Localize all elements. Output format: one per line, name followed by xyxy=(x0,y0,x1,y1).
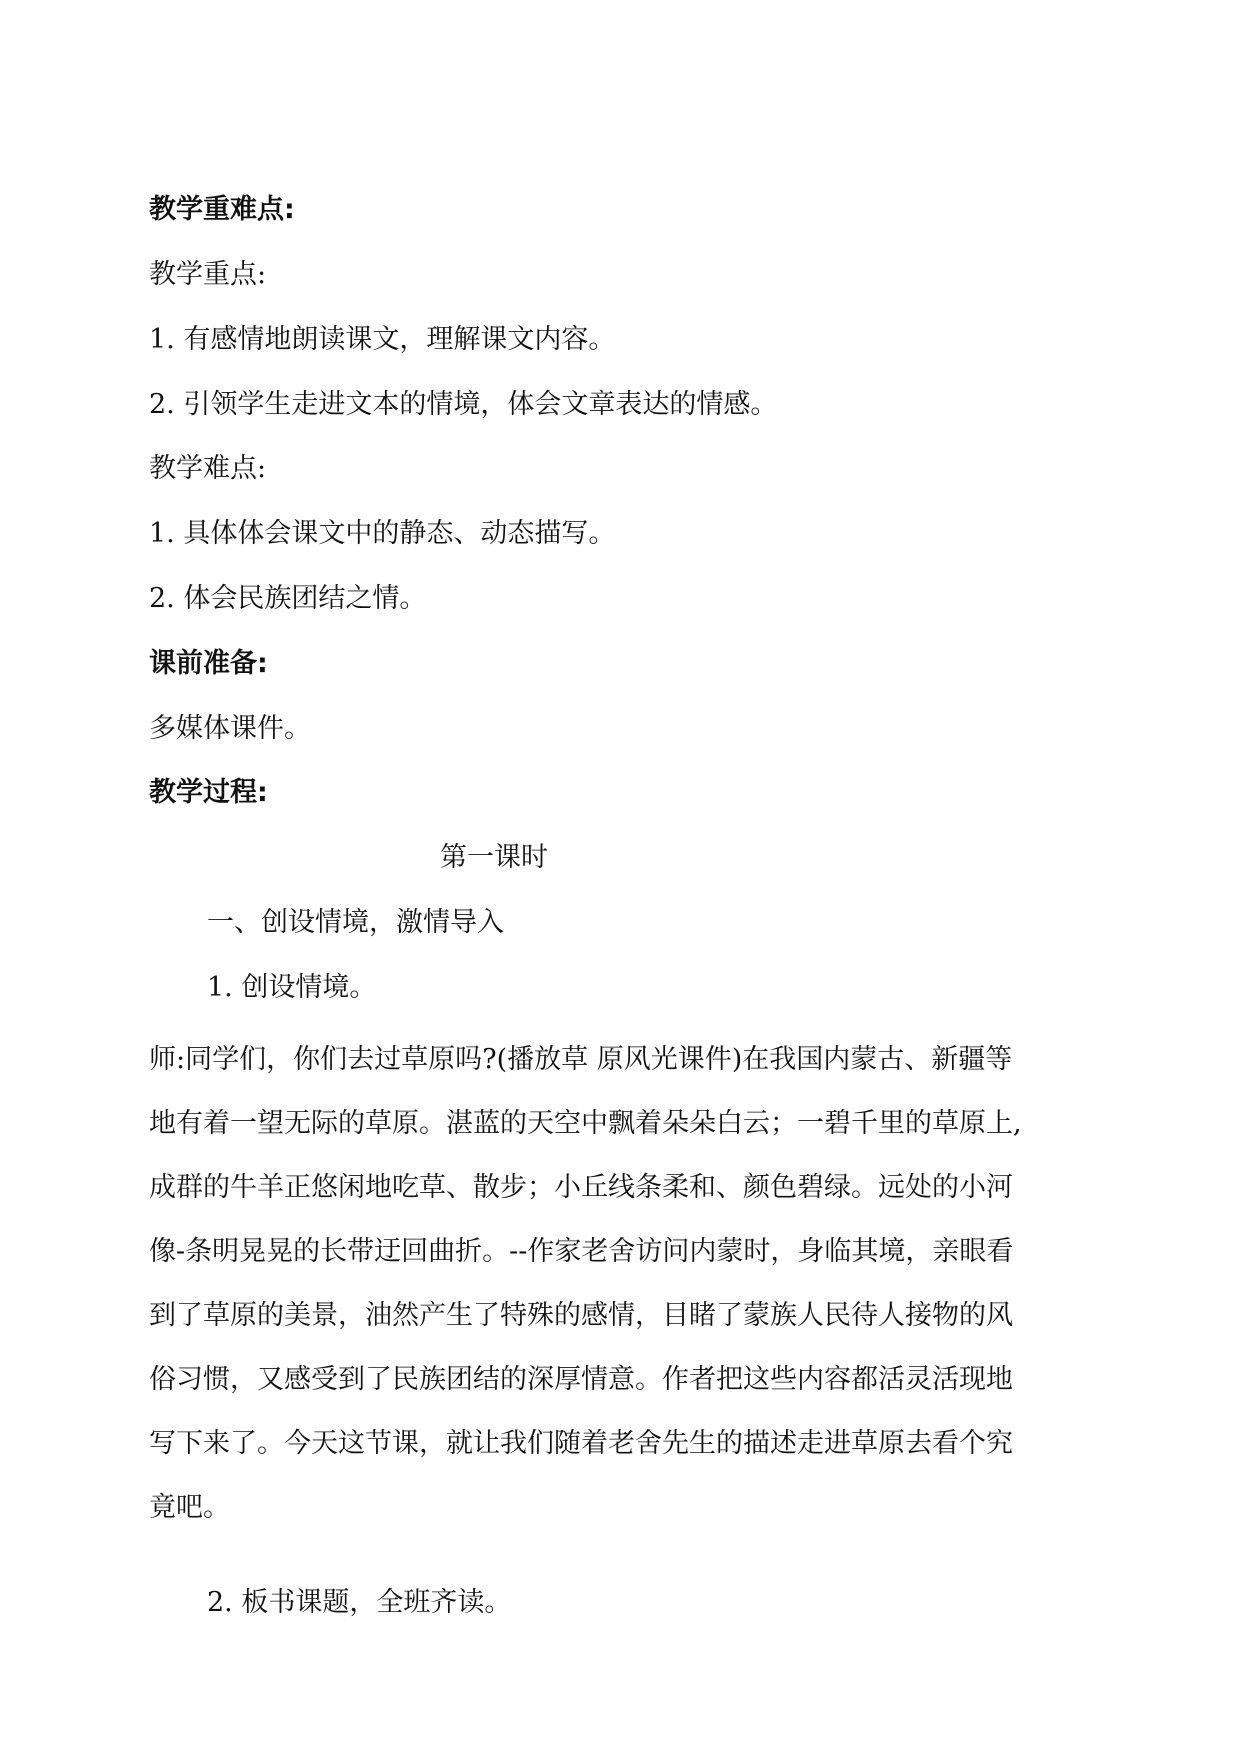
process-heading: 教学过程: xyxy=(149,777,268,808)
teacher-line: 成群的牛羊正悠闲地吃草、散步；小丘线条柔和、颜色碧绿。远处的小河 xyxy=(149,1172,1013,1203)
key-point-1: 1. 有感情地朗读课文，理解课文内容。 xyxy=(149,324,616,355)
teacher-line: 竟吧。 xyxy=(149,1492,230,1523)
teacher-paragraph xyxy=(149,1028,1109,1540)
difficulty-heading: 教学重难点: xyxy=(149,194,295,225)
step-1-sub-2: 2. 板书课题，全班齐读。 xyxy=(207,1587,512,1618)
prep-heading: 课前准备: xyxy=(149,648,268,679)
lesson-title: 第一课时 xyxy=(440,842,548,873)
teacher-line: 写下来了。今天这节课，就让我们随着老舍先生的描述走进草原去看个究 xyxy=(149,1428,1013,1459)
teacher-line: 地有着一望无际的草原。湛蓝的天空中飘着朵朵白云；一碧千里的草原上, xyxy=(149,1108,1022,1139)
teacher-line: 像-条明晃晃的长带迂回曲折。--作家老舍访问内蒙时，身临其境，亲眼看 xyxy=(149,1236,1014,1267)
teacher-line: 师:同学们，你们去过草原吗?(播放草 原风光课件)在我国内蒙古、新疆等 xyxy=(149,1044,1013,1075)
difficult-point-1: 1. 具体体会课文中的静态、动态描写。 xyxy=(149,518,616,549)
key-points-label: 教学重点: xyxy=(149,259,267,290)
key-point-2: 2. 引领学生走进文本的情境，体会文章表达的情感。 xyxy=(149,389,778,420)
step-1-title: 一、创设情境，激情导入 xyxy=(207,907,504,938)
step-1-sub-1: 1. 创设情境。 xyxy=(207,972,377,1003)
teacher-line: 到了草原的美景，油然产生了特殊的感情，目睹了蒙族人民待人接物的风 xyxy=(149,1300,1013,1331)
difficult-points-label: 教学难点: xyxy=(149,453,267,484)
teacher-line: 俗习惯，又感受到了民族团结的深厚情意。作者把这些内容都活灵活现地 xyxy=(149,1364,1013,1395)
difficult-point-2: 2. 体会民族团结之情。 xyxy=(149,583,427,614)
prep-content: 多媒体课件。 xyxy=(149,713,311,744)
